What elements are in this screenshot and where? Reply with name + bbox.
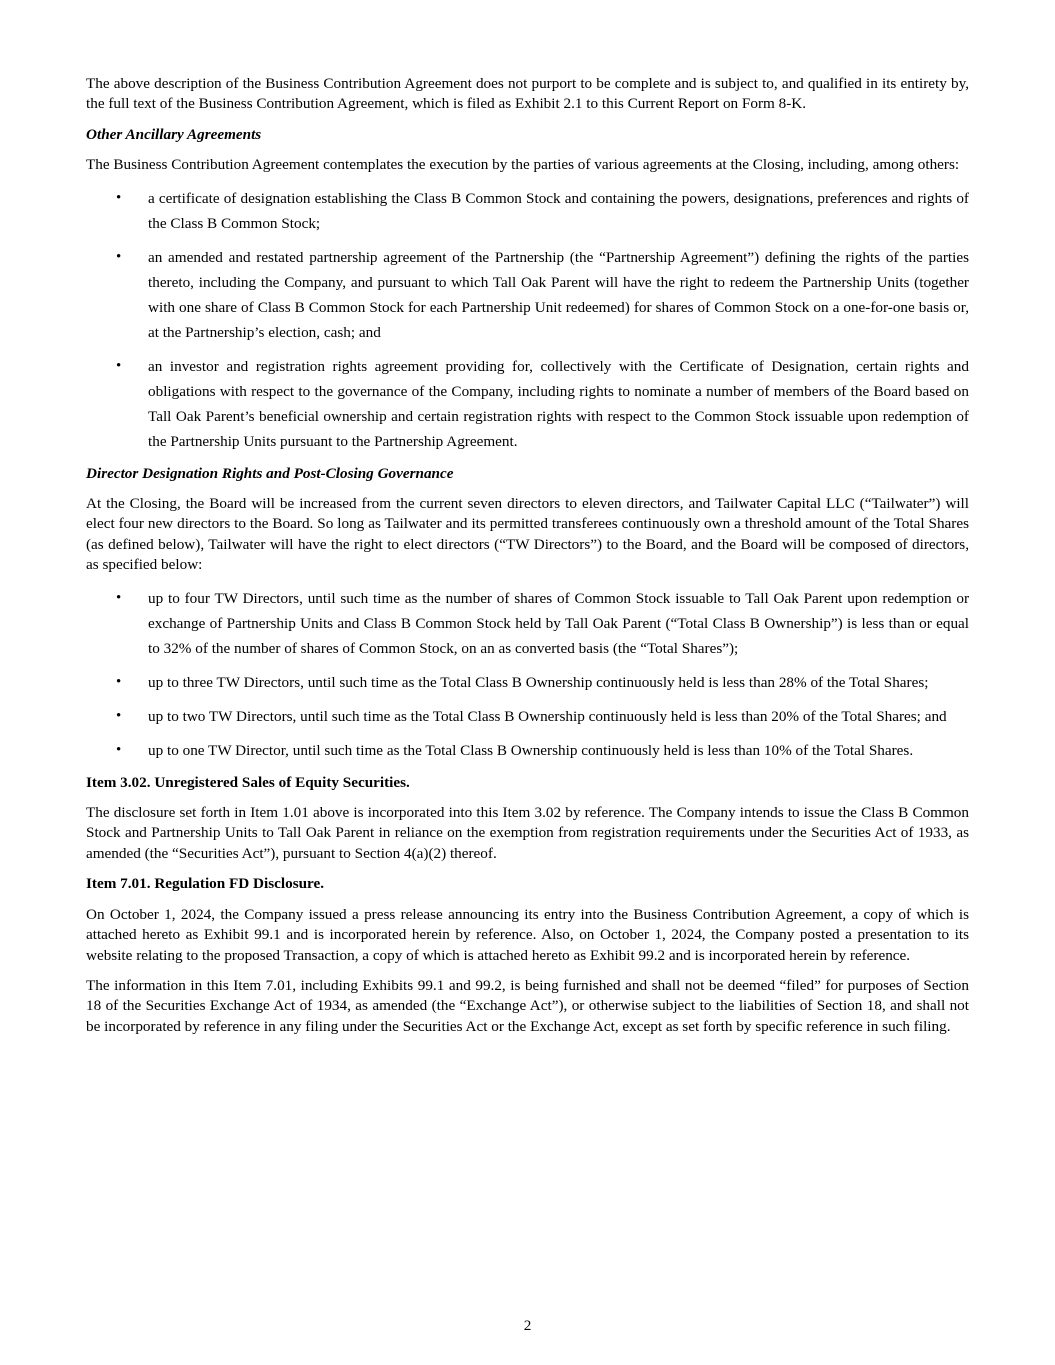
- bullet-icon: •: [116, 189, 122, 206]
- heading-other-ancillary-agreements: Other Ancillary Agreements: [86, 125, 262, 143]
- list-item: [86, 738, 969, 763]
- document-page: [86, 74, 969, 1047]
- list-item-text: up to four TW Directors, until such time as the number of shares of Common Stock issuable to Tall Oak Parent upon redemption or exchange of Partnership Units and Class B Common Stock held by Tall Oak Parent (“Total Class B Ownership”) is less than or equal to 32% of the number of shares of Common Stock, on an as converted basis (the “Total Shares”);: [148, 589, 969, 657]
- bullet-icon: •: [116, 357, 122, 374]
- list-item: [86, 586, 969, 661]
- heading-item-3-02: Item 3.02. Unregistered Sales of Equity Securities.: [86, 773, 410, 791]
- bullet-icon: •: [116, 707, 122, 724]
- list-item-text: an investor and registration rights agreement providing for, collectively with the Certificate of Designation, certain rights and obligations with respect to the governance of the Company, including rights to nominate a number of members of the Board based on Tall Oak Parent’s beneficial ownership and certain registration rights with respect to the Common Stock issuable upon redemption of the Partnership Units pursuant to the Partnership Agreement.: [148, 357, 969, 450]
- list-item-text: a certificate of designation establishing the Class B Common Stock and containing the powers, designations, preferences and rights of the Class B Common Stock;: [148, 189, 969, 232]
- list-item-text: up to one TW Director, until such time as the Total Class B Ownership continuously held is less than 10% of the Total Shares.: [148, 741, 914, 759]
- paragraph-furnished-information: The information in this Item 7.01, including Exhibits 99.1 and 99.2, is being furnished and shall not be deemed “filed” for purposes of Section 18 of the Securities Exchange Act of 1934, as amended (the “Exchange Act”), or otherwise subject to the liabilities of Section 18, and shall not be incorporated by reference in any filing under the Securities Act or the Exchange Act, except as set forth by specific reference in such filing.: [86, 976, 969, 1035]
- bullet-icon: •: [116, 673, 122, 690]
- list-item-text: up to two TW Directors, until such time as the Total Class B Ownership continuously held is less than 20% of the Total Shares; and: [148, 707, 947, 725]
- page-number: 2: [523, 1317, 532, 1334]
- tw-directors-list: [86, 586, 969, 763]
- list-item-text: an amended and restated partnership agreement of the Partnership (the “Partnership Agreement”) defining the rights of the parties thereto, including the Company, and pursuant to which Tall Oak Parent will have the right to redeem the Partnership Units (together with one share of Class B Common Stock for each Partnership Unit redeemed) for shares of Common Stock on a one-for-one basis or, at the Partnership’s election, cash; and: [148, 248, 969, 341]
- heading-item-7-01: Item 7.01. Regulation FD Disclosure.: [86, 875, 325, 893]
- list-item-text: up to three TW Directors, until such time as the Total Class B Ownership continuously held is less than 28% of the Total Shares;: [148, 673, 929, 691]
- paragraph-closing-board: At the Closing, the Board will be increased from the current seven directors to eleven directors, and Tailwater Capital LLC (“Tailwater”) will elect four new directors to the Board. So long as Tailwater and its permitted transferees continuously own a threshold amount of the Total Shares (as defined below), Tailwater will have the right to elect directors (“TW Directors”) to the Board, and the Board will be composed of directors, as specified below:: [86, 495, 969, 574]
- list-item: [86, 354, 969, 454]
- bullet-icon: •: [116, 248, 122, 265]
- ancillary-agreements-list: [86, 186, 969, 454]
- bullet-icon: •: [116, 589, 122, 606]
- paragraph-agreement-description: The above description of the Business Contribution Agreement does not purport to be complete and is subject to, and qualified in its entirety by, the full text of the Business Contribution Agreement, which is filed as Exhibit 2.1 to this Current Report on Form 8-K.: [86, 75, 969, 113]
- list-item: [86, 245, 969, 345]
- bullet-icon: •: [116, 741, 122, 758]
- list-item: [86, 704, 969, 729]
- paragraph-item-3-02: The disclosure set forth in Item 1.01 above is incorporated into this Item 3.02 by reference. The Company intends to issue the Class B Common Stock and Partnership Units to Tall Oak Parent in reliance on the exemption from registration requirements under the Securities Act of 1933, as amended (the “Securities Act”), pursuant to Section 4(a)(2) thereof.: [86, 804, 969, 862]
- list-item: [86, 186, 969, 236]
- paragraph-contemplates: The Business Contribution Agreement contemplates the execution by the parties of various agreements at the Closing, including, among others:: [86, 156, 960, 174]
- heading-director-designation: Director Designation Rights and Post-Closing Governance: [86, 464, 454, 482]
- list-item: [86, 670, 969, 695]
- paragraph-press-release: On October 1, 2024, the Company issued a press release announcing its entry into the Business Contribution Agreement, a copy of which is attached hereto as Exhibit 99.1 and is incorporated herein by reference. Also, on October 1, 2024, the Company posted a presentation to its website relating to the proposed Transaction, a copy of which is attached hereto as Exhibit 99.2 and is incorporated herein by reference.: [86, 905, 969, 964]
